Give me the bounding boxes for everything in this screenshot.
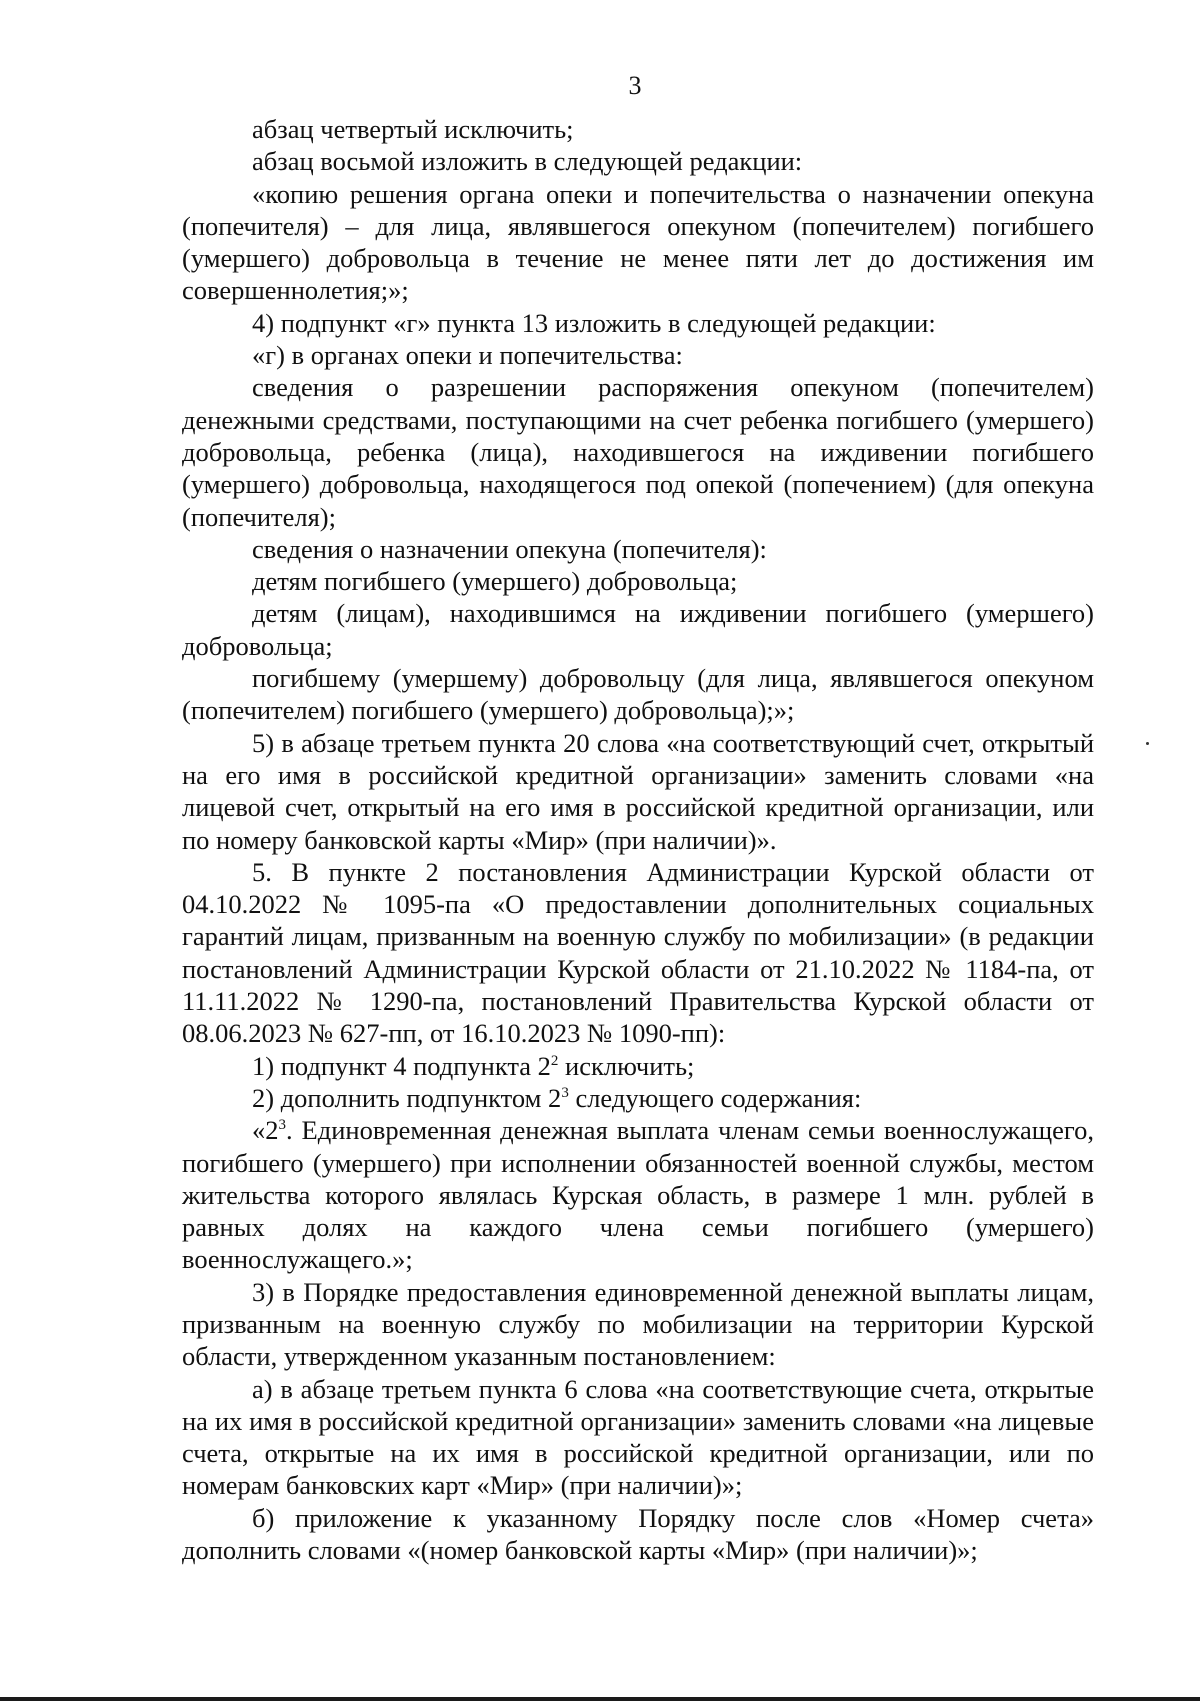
- paragraph: 4) подпункт «г» пункта 13 изложить в следующей редакции:: [252, 307, 936, 338]
- paragraph: погибшему (умершему) добровольцу (для лица, являвшегося опекуном (попечителем) погибшего (умершего) добровольца);»;: [182, 663, 1094, 726]
- text-fragment: . Единовременная денежная выплата членам семьи военнослужащего, погибшего (умершего) при исполнении обязанностей военной службы, местом жительства которого являлась Курская область, в размере 1 млн. рублей в равных долях на каждого члена семьи погибшего (умершего) военнослужащего.»;: [182, 1115, 1094, 1275]
- paragraph: 5) в абзаце третьем пункта 20 слова «на соответствующий счет, открытый на его имя в российской кредитной организации» заменить словами «на лицевой счет, открытый на его имя в российской кредитной организации, или по номеру банковской карты «Мир» (при наличии)».: [182, 727, 1094, 855]
- paragraph: детям погибшего (умершего) добровольца;: [252, 566, 738, 597]
- paragraph: «копию решения органа опеки и попечительства о назначении опекуна (попечителя) – для лица, являвшегося опекуном (попечителем) погибшего (умершего) добровольца в течение не менее пяти лет до достижения им совершеннолетия;»;: [182, 178, 1094, 306]
- paragraph: «г) в органах опеки и попечительства:: [252, 340, 683, 371]
- text-fragment: исключить;: [558, 1050, 695, 1081]
- paragraph: 3) в Порядке предоставления единовременной денежной выплаты лицам, призванным на военную службу по мобилизации на территории Курской области, утвержденном указанным постановлением:: [182, 1276, 1094, 1372]
- text-fragment: 1) подпункт 4 подпункта 2: [252, 1050, 551, 1081]
- paragraph: детям (лицам), находившимся на иждивении погибшего (умершего) добровольца;: [182, 598, 1094, 661]
- superscript: 3: [561, 1084, 569, 1101]
- paragraph: сведения о назначении опекуна (попечителя):: [252, 533, 767, 564]
- paragraph: абзац четвертый исключить;: [252, 114, 574, 144]
- superscript: 2: [550, 1052, 559, 1069]
- paragraph: а) в абзаце третьем пункта 6 слова «на соответствующие счета, открытые на их имя в российской кредитной организации» заменить словами «на лицевые счета, открытые на их имя в российской кредитной организации, или по номерам банковских карт «Мир» (при наличии)»;: [182, 1373, 1094, 1501]
- paragraph-item-2-content: [182, 1114, 1094, 1275]
- text-fragment: следующего содержания:: [568, 1082, 862, 1113]
- paragraph: б) приложение к указанному Порядку после слов «Номер счета» дополнить словами «(номер банковской карты «Мир» (при наличии)»;: [182, 1502, 1094, 1566]
- page-number: 3: [628, 71, 642, 100]
- paragraph-item-1: [182, 1050, 1094, 1082]
- superscript: 3: [278, 1117, 286, 1134]
- paragraph: сведения о разрешении распоряжения опекуном (попечителем) денежными средствами, поступающими на счет ребенка погибшего (умершего) добровольца, ребенка (лица), находившегося на иждивении погибшего (умершего) добровольца, находящегося под опекой (попечением) (для опекуна (попечителя);: [182, 372, 1094, 532]
- paragraph: абзац восьмой изложить в следующей редакции:: [252, 146, 803, 177]
- scan-bottom-edge: [0, 1697, 1200, 1701]
- scan-speck: [1146, 742, 1149, 745]
- text-fragment: «2: [252, 1115, 279, 1146]
- text-fragment: 2) дополнить подпунктом 2: [252, 1082, 562, 1113]
- paragraph-item-2: [182, 1082, 1094, 1114]
- paragraph: 5. В пункте 2 постановления Администрации Курской области от 04.10.2022 № 1095-па «О предоставлении дополнительных социальных гарантий лицам, призванным на военную службу по мобилизации» (в редакции постановлений Администрации Курской области от 21.10.2022 № 1184-па, от 11.11.2022 № 1290-па, постановлений Правительства Курской области от 08.06.2023 № 627-пп, от 16.10.2023 № 1090-пп):: [182, 856, 1094, 1049]
- document-body: [182, 113, 1094, 1566]
